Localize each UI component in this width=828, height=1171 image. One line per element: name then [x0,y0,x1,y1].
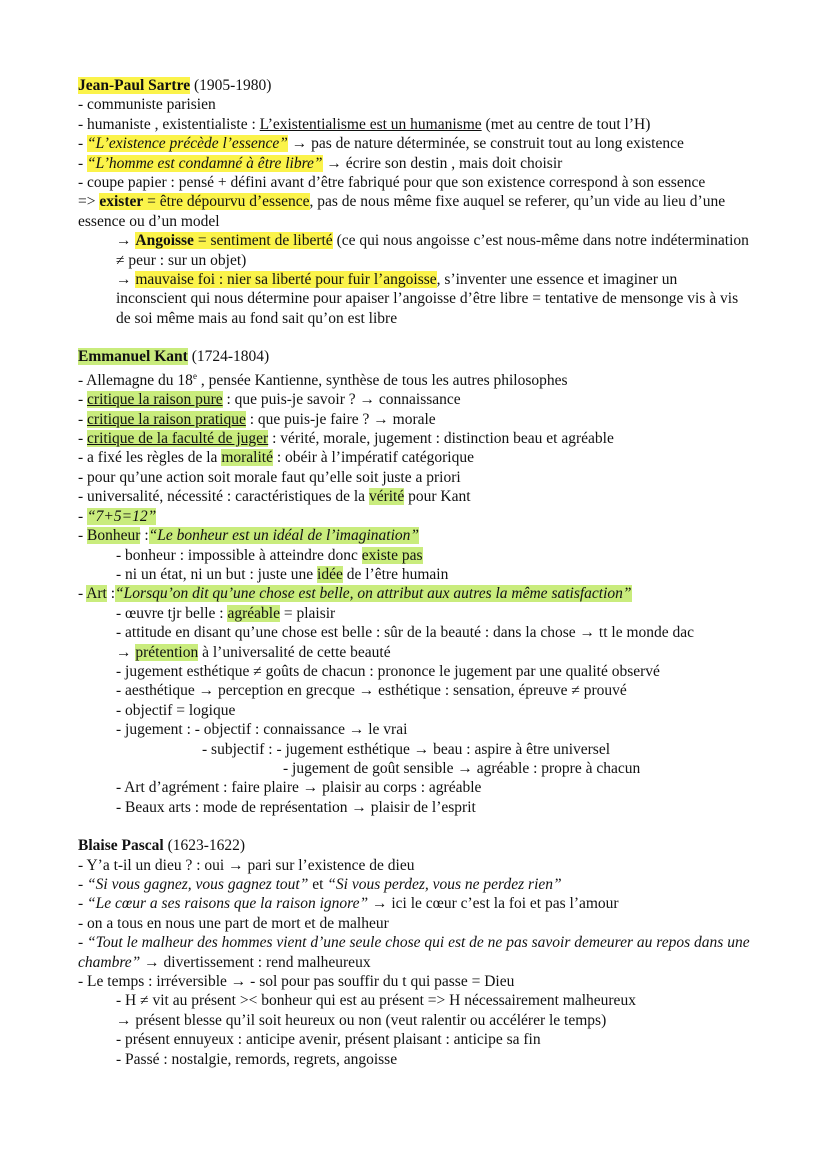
sartre-dates: (1905-1980) [190,77,272,94]
kant-dates: (1724-1804) [187,348,270,366]
kant-line: - attitude en disant qu’une chose est belle : sûr de la beauté : dans la chose → tt le monde dac [116,624,695,642]
pascal-name: Blaise Pascal [78,837,164,855]
sartre-name: Jean-Paul Sartre [78,77,191,94]
kant-line: - œuvre tjr belle : agréable = plaisir [116,604,336,622]
pascal-heading [78,836,758,855]
pascal-dates: (1623-1622) [163,837,246,855]
kant-line: - “7+5=12” [78,507,157,525]
kant-line: - Beaux arts : mode de représentation → plaisir de l’esprit [116,798,476,816]
keyword: exister [99,193,144,211]
kant-heading [78,347,758,366]
kant-line: - subjectif : - jugement esthétique → beau : aspire à être universel [202,740,611,758]
sartre-line: => exister = être dépourvu d’essence, pas de nous même fixe auquel se referer, qu’un vide au lieu d’une essence ou d’un model [78,193,726,230]
kant-line: - pour qu’une action soit morale faut qu’elle soit juste a priori [78,468,461,486]
sartre-line: - “L’existence précède l’essence” → pas de nature déterminée, se construit tout au long existence [78,135,684,153]
kant-line: - critique la raison pratique : que puis-je faire ? → morale [78,410,436,428]
kant-line: - ni un état, ni un but : juste une idée de l’être humain [116,565,449,583]
sartre-line: - “L’homme est condamné à être libre” → écrire son destin , mais doit choisir [78,154,563,172]
kant-line: → prétention à l’universalité de cette beauté [116,643,391,661]
sartre-line: → Angoisse = sentiment de liberté (ce qui nous angoisse c’est nous-même dans notre indétermination ≠ peur : sur un objet) [116,232,749,269]
kant-line: - a fixé les règles de la moralité : obéir à l’impératif catégorique [78,449,474,467]
pascal-line: - présent ennuyeux : anticipe avenir, présent plaisant : anticipe sa fin [116,1031,541,1049]
pascal-line: - Passé : nostalgie, remords, regrets, angoisse [116,1050,398,1068]
pascal-line: - Y’a t-il un dieu ? : oui → pari sur l’existence de dieu [78,856,415,874]
pascal-line: - “Si vous gagnez, vous gagnez tout” et “Si vous perdez, vous ne perdez rien” [78,876,562,893]
kant-line: - Allemagne du 18e , pensée Kantienne, synthèse de tous les autres philosophes [78,370,568,389]
kant-line: - objectif = logique [116,701,236,719]
keyword: Angoisse [135,232,194,250]
kant-line: - jugement esthétique ≠ goûts de chacun : prononce le jugement par une qualité observé [116,662,660,680]
pascal-line: - H ≠ vit au présent >< bonheur qui est au présent => H nécessairement malheureux [116,992,636,1010]
kant-line: - jugement de goût sensible → agréable : propre à chacun [283,759,641,777]
keyword: mauvaise foi : nier sa liberté pour fuir l’angoisse [135,271,437,289]
pascal-line: - “Tout le malheur des hommes vient d’une seule chose qui est de ne pas savoir demeurer au repos dans une chambre” → divertissement : rend malheureux [78,934,750,971]
sartre-line: - coupe papier : pensé + défini avant d’être fabriqué pour que son existence correspond à son essence [78,174,706,192]
sartre-heading [78,76,758,95]
quote: “L’existence précède l’essence” [87,135,288,153]
pascal-line: - “Le cœur a ses raisons que la raison ignore” → ici le cœur c’est la foi et pas l’amour [78,895,619,913]
sartre-line: - communiste parisien [78,96,216,114]
pascal-line: → présent blesse qu’il soit heureux ou non (veut ralentir ou accélérer le temps) [116,1011,607,1029]
book-title: L’existentialisme est un humanisme [259,115,482,133]
kant-line: - jugement : - objectif : connaissance → le vrai [116,721,408,739]
sartre-line: - humaniste , existentialiste : L’existentialisme est un humanisme (met au centre de tout l’H) [78,115,651,133]
kant-line: - Bonheur :“Le bonheur est un idéal de l’imagination” [78,527,420,545]
kant-line: - critique de la faculté de juger : vérité, morale, jugement : distinction beau et agréable [78,430,614,448]
kant-line: - aesthétique → perception en grecque → esthétique : sensation, épreuve ≠ prouvé [116,682,627,700]
kant-line: - Art d’agrément : faire plaire → plaisir au corps : agréable [116,779,482,797]
document-page [78,76,758,1069]
kant-name: Emmanuel Kant [78,348,188,366]
kant-line: - bonheur : impossible à atteindre donc existe pas [116,546,423,564]
sartre-line: → mauvaise foi : nier sa liberté pour fuir l’angoisse, s’inventer une essence et imaginer un inconscient qui nous détermine pour apaiser l’angoisse d’être libre = tentative de mensonge vis à vis de soi même mais au fond sait qu’on est libre [116,271,739,327]
kant-line: - Art :“Lorsqu’on dit qu’une chose est belle, on attribut aux autres la même satisfaction” [78,585,632,603]
kant-line: - critique la raison pure : que puis-je savoir ? → connaissance [78,391,461,409]
pascal-line: - Le temps : irréversible → - sol pour pas souffir du t qui passe = Dieu [78,973,515,991]
kant-line: - universalité, nécessité : caractéristiques de la vérité pour Kant [78,488,471,506]
quote: “L’homme est condamné à être libre” [87,154,323,172]
pascal-line: - on a tous en nous une part de mort et de malheur [78,914,389,932]
